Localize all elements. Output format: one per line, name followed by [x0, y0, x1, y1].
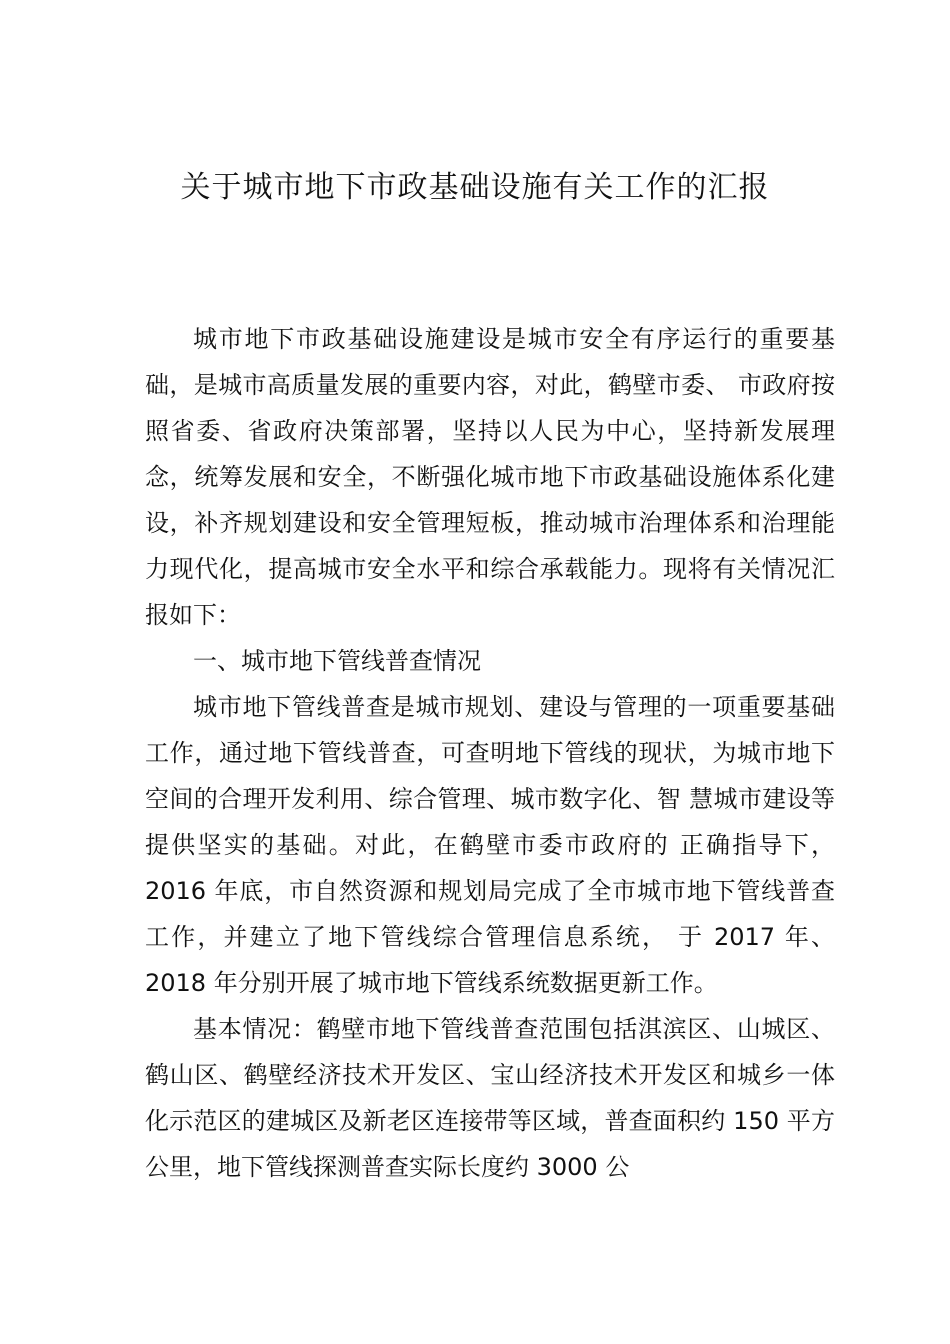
document-body [145, 316, 835, 1190]
paragraph-basic-info: 基本情况：鹤壁市地下管线普查范围包括淇滨区、山城区、鹤山区、鹤壁经济技术开发区、宝山经济技术开发区和城乡一体化示范区的建城区及新老区连接带等区域，普查面积约 150 平方公里，地下管线探测普查实际长度约 3000 公 [145, 1015, 835, 1181]
section-heading: 一、城市地下管线普查情况 [193, 647, 481, 675]
document-title: 关于城市地下市政基础设施有关工作的汇报 [180, 170, 770, 205]
paragraph-survey: 城市地下管线普查是城市规划、建设与管理的一项重要基础工作，通过地下管线普查，可查明地下管线的现状，为城市地下空间的合理开发利用、综合管理、城市数字化、智 慧城市建设等提供坚实的基础。对此，在鹤壁市委市政府的 正确指导下，2016 年底，市自然资源和规划局完成了全市城市地下管线普查工作，并建立了地下管线综合管理信息系统， 于 2017 年、2018 年分别开展了城市地下管线系统数据更新工作。 [145, 693, 835, 997]
paragraph-intro: 城市地下市政基础设施建设是城市安全有序运行的重要基础，是城市高质量发展的重要内容，对此，鹤壁市委、 市政府按照省委、省政府决策部署，坚持以人民为中心，坚持新发展理念，统筹发展和安全，不断强化城市地下市政基础设施体系化建设，补齐规划建设和安全管理短板，推动城市治理体系和治理能力现代化，提高城市安全水平和综合承载能力。现将有关情况汇报如下： [145, 325, 835, 629]
